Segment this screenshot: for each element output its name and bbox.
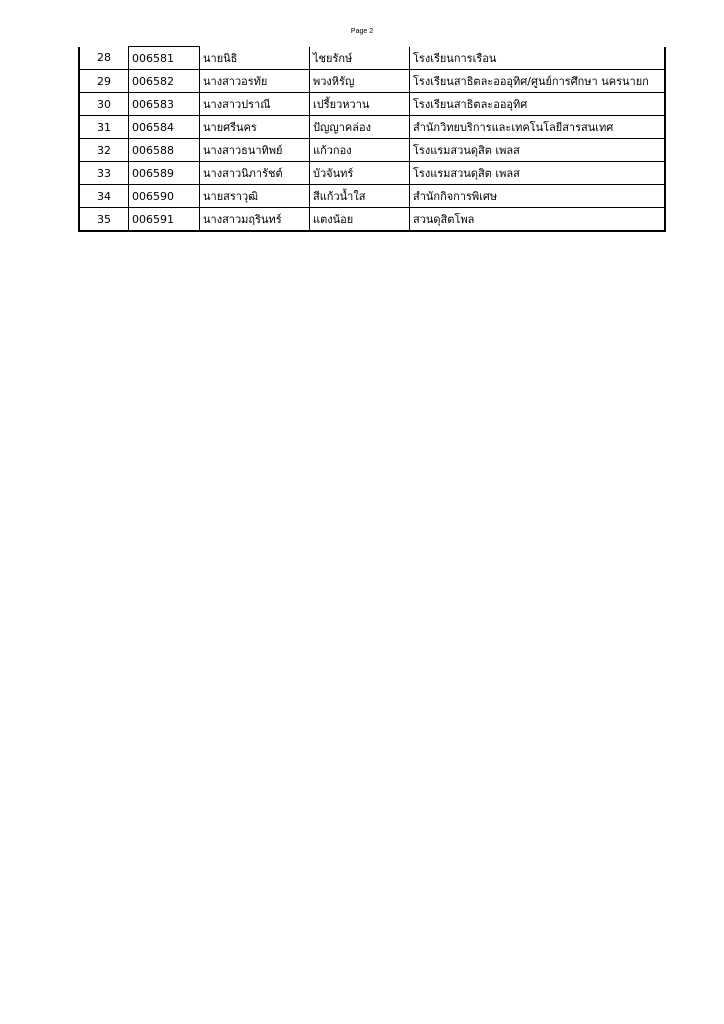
id-cell: 006584 (129, 116, 200, 139)
row-number-cell: 33 (79, 162, 129, 185)
row-number-cell: 29 (79, 70, 129, 93)
organization-cell: โรงเรียนการเรือน (410, 47, 666, 70)
id-cell: 006590 (129, 185, 200, 208)
id-cell: 006589 (129, 162, 200, 185)
first-name-cell: นายนิธิ (200, 47, 310, 70)
organization-cell: โรงเรียนสาธิตละอออุทิศ (410, 93, 666, 116)
first-name-cell: นางสาวปราณี (200, 93, 310, 116)
id-cell: 006583 (129, 93, 200, 116)
table-row (79, 70, 665, 93)
organization-cell: สำนักวิทยบริการและเทคโนโลยีสารสนเทศ (410, 116, 666, 139)
first-name-cell: นายศรีนคร (200, 116, 310, 139)
table-row (79, 139, 665, 162)
last-name-cell: บัวจันทร์ (310, 162, 410, 185)
row-number-cell: 30 (79, 93, 129, 116)
organization-cell: โรงเรียนสาธิตละอออุทิศ/ศูนย์การศึกษา นครนายก (410, 70, 666, 93)
row-number-cell: 35 (79, 208, 129, 232)
first-name-cell: นางสาวนิภารัชต์ (200, 162, 310, 185)
last-name-cell: แก้วกอง (310, 139, 410, 162)
last-name-cell: ไชยรักษ์ (310, 47, 410, 70)
first-name-cell: นางสาวอรทัย (200, 70, 310, 93)
id-cell: 006591 (129, 208, 200, 232)
id-cell: 006581 (129, 47, 200, 70)
row-number-cell: 28 (79, 47, 129, 70)
id-cell: 006582 (129, 70, 200, 93)
organization-cell: สำนักกิจการพิเศษ (410, 185, 666, 208)
organization-cell: สวนดุสิตโพล (410, 208, 666, 232)
first-name-cell: นายสราวุฒิ (200, 185, 310, 208)
organization-cell: โรงแรมสวนดุสิต เพลส (410, 162, 666, 185)
participant-table (78, 46, 666, 232)
table-row (79, 116, 665, 139)
last-name-cell: แตงน้อย (310, 208, 410, 232)
id-cell: 006588 (129, 139, 200, 162)
last-name-cell: เปรี้ยวหวาน (310, 93, 410, 116)
page-number-label: Page 2 (350, 28, 374, 35)
last-name-cell: พวงหิรัญ (310, 70, 410, 93)
row-number-cell: 31 (79, 116, 129, 139)
table-row (79, 185, 665, 208)
last-name-cell: ปัญญาคล่อง (310, 116, 410, 139)
last-name-cell: สีแก้วน้ำใส (310, 185, 410, 208)
row-number-cell: 34 (79, 185, 129, 208)
table-row (79, 208, 665, 232)
table-row (79, 47, 665, 70)
table-row (79, 93, 665, 116)
organization-cell: โรงแรมสวนดุสิต เพลส (410, 139, 666, 162)
first-name-cell: นางสาวมฤรินทร์ (200, 208, 310, 232)
first-name-cell: นางสาวธนาทิพย์ (200, 139, 310, 162)
table-row (79, 162, 665, 185)
row-number-cell: 32 (79, 139, 129, 162)
